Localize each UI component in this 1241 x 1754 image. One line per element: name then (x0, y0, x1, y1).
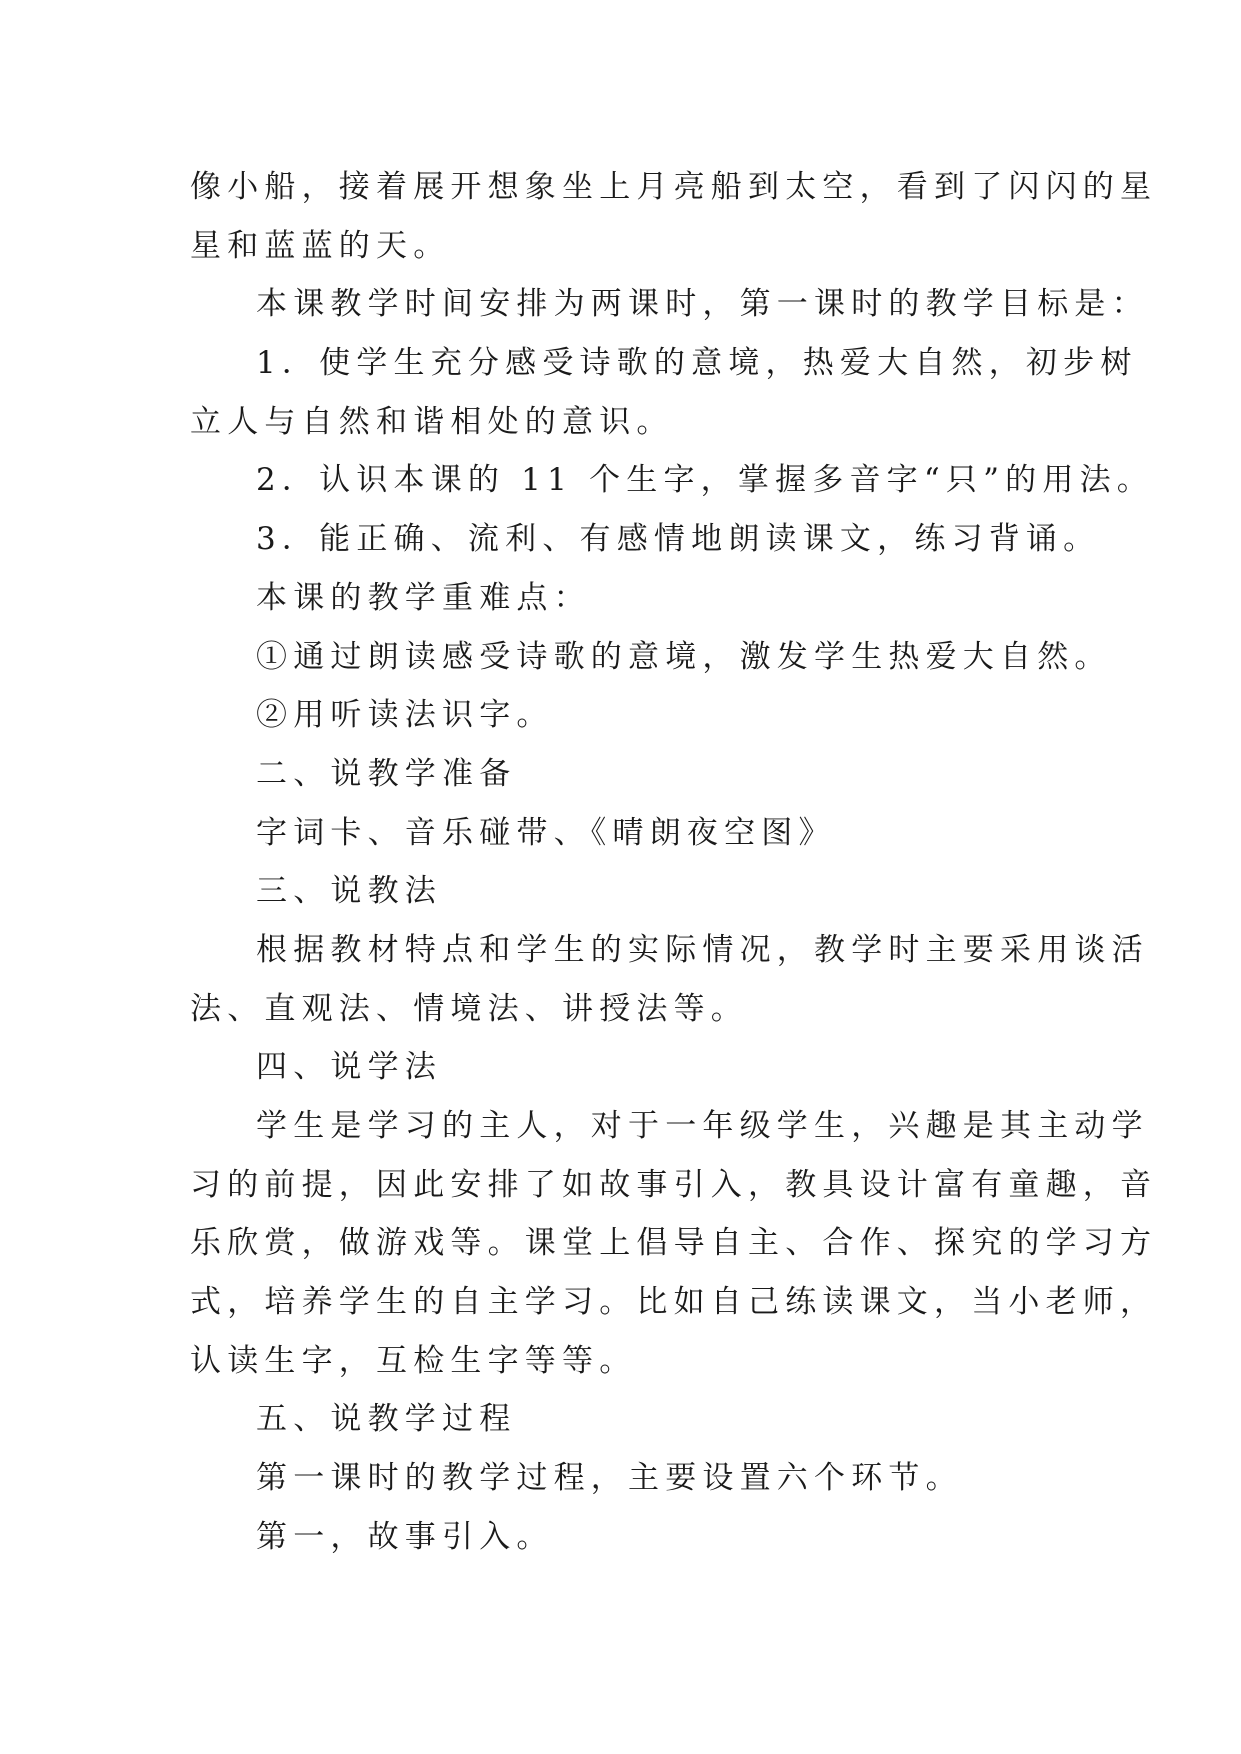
text-line: 第一，故事引入。 (256, 1518, 554, 1555)
list-item: 3．能正确、流利、有感情地朗读课文，练习背诵。 (256, 521, 1101, 558)
text-line: 星和蓝蓝的天。 (190, 227, 451, 264)
text-line: 字词卡、音乐碰带、《晴朗夜空图》 (256, 814, 836, 851)
text-line: 根据教材特点和学生的实际情况，教学时主要采用谈活 (256, 931, 1149, 968)
section-heading: 四、说学法 (256, 1049, 442, 1086)
body-text (190, 158, 1158, 1567)
text-line: 本课教学时间安排为两课时，第一课时的教学目标是： (256, 286, 1149, 323)
section-heading: 五、说教学过程 (256, 1401, 517, 1438)
list-item: 2．认识本课的 11 个生字，掌握多音字“只”的用法。 (256, 462, 1154, 499)
list-item: ①通过朗读感受诗歌的意境，激发学生热爱大自然。 (256, 638, 1112, 675)
list-item: 1．使学生充分感受诗歌的意境，热爱大自然，初步树 (256, 345, 1138, 382)
text-line: 本课的教学重难点： (256, 579, 591, 616)
text-line: 认读生字，互检生字等等。 (190, 1342, 637, 1379)
text-line: 第一课时的教学过程，主要设置六个环节。 (256, 1460, 963, 1497)
section-heading: 二、说教学准备 (256, 755, 517, 792)
text-line: 习的前提，因此安排了如故事引入，教具设计富有童趣，音 (190, 1166, 1158, 1203)
list-item: ②用听读法识字。 (256, 697, 554, 734)
text-line: 法、直观法、情境法、讲授法等。 (190, 990, 748, 1027)
section-heading: 三、说教法 (256, 873, 442, 910)
text-line: 像小船，接着展开想象坐上月亮船到太空，看到了闪闪的星 (190, 169, 1158, 205)
text-line: 学生是学习的主人，对于一年级学生，兴趣是其主动学 (256, 1108, 1149, 1144)
text-line: 立人与自然和谐相处的意识。 (190, 403, 674, 440)
text-line: 式，培养学生的自主学习。比如自己练读课文，当小老师， (190, 1284, 1158, 1321)
text-line: 乐欣赏，做游戏等。课堂上倡导自主、合作、探究的学习方 (190, 1225, 1158, 1262)
